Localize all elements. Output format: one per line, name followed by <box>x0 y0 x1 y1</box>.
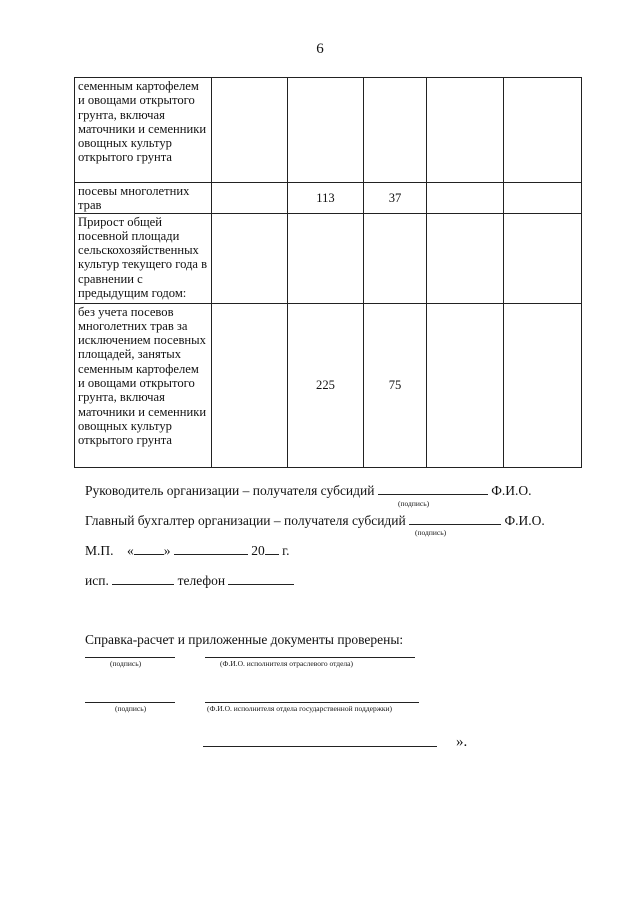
verification-sign-line-2[interactable] <box>85 702 175 703</box>
table-cell: 75 <box>364 303 427 467</box>
table-row <box>75 183 582 214</box>
row-label: Прирост общей посевной площади сельскохозяйственных культур текущего года в сравнении с предыдущим годом: <box>75 213 212 303</box>
head-sign-caption: (подпись) <box>398 499 430 508</box>
table-cell <box>288 213 364 303</box>
table-cell <box>212 213 288 303</box>
date-year: 20 <box>251 543 265 558</box>
head-signature-blank[interactable] <box>378 482 488 495</box>
accountant-fio-label: Ф.И.О. <box>504 513 545 528</box>
accountant-signature-line <box>85 512 545 529</box>
table-cell <box>288 78 364 183</box>
seal-label: М.П. <box>85 543 114 558</box>
table-cell <box>427 303 504 467</box>
seal-date-line <box>85 542 290 559</box>
date-open-quote: « <box>127 543 134 558</box>
head-signature-text: Руководитель организации – получателя субсидий <box>85 483 375 498</box>
verification-fio-caption-1: (Ф.И.О. исполнителя отраслевого отдела) <box>220 659 354 668</box>
table-cell <box>504 213 582 303</box>
table-cell <box>427 183 504 214</box>
date-day-blank[interactable] <box>134 542 164 555</box>
row-label: семенным картофелем и овощами открытого грунта, включая маточники и семенники овощных культур открытого грунта <box>75 78 212 183</box>
table-row <box>75 78 582 183</box>
table-cell <box>504 303 582 467</box>
date-month-blank[interactable] <box>174 542 248 555</box>
table-cell <box>504 183 582 214</box>
closing-mark: ». <box>456 734 468 750</box>
table-cell <box>364 213 427 303</box>
verification-fio-caption-2: (Ф.И.О. исполнителя отдела государственной поддержки) <box>207 704 393 713</box>
table-cell: 225 <box>288 303 364 467</box>
verification-sign-caption-1: (подпись) <box>110 659 142 668</box>
table-cell: 37 <box>364 183 427 214</box>
verification-title: Справка-расчет и приложенные документы проверены: <box>85 632 404 647</box>
verification-fio-line-1[interactable] <box>205 657 415 658</box>
table-row <box>75 303 582 467</box>
table-cell <box>212 78 288 183</box>
phone-label: телефон <box>177 573 226 588</box>
performer-blank[interactable] <box>112 572 174 585</box>
page-number: 6 <box>316 41 324 57</box>
verification-fio-line-2[interactable] <box>205 702 419 703</box>
table-cell <box>364 78 427 183</box>
date-suffix: г. <box>282 543 290 558</box>
data-table <box>74 77 582 468</box>
head-fio-label: Ф.И.О. <box>491 483 532 498</box>
table-cell <box>212 303 288 467</box>
accountant-signature-text: Главный бухгалтер организации – получателя субсидий <box>85 513 406 528</box>
table-cell: 113 <box>288 183 364 214</box>
accountant-signature-blank[interactable] <box>409 512 501 525</box>
date-year-blank[interactable] <box>265 542 279 555</box>
row-label: посевы многолетних трав <box>75 183 212 214</box>
verification-sign-line-1[interactable] <box>85 657 175 658</box>
accountant-sign-caption: (подпись) <box>415 528 447 537</box>
table-cell <box>427 213 504 303</box>
verification-sign-caption-2: (подпись) <box>115 704 147 713</box>
performer-label: исп. <box>85 573 109 588</box>
table-cell <box>504 78 582 183</box>
row-label: без учета посевов многолетних трав за исключением посевных площадей, занятых семенным картофелем и овощами открытого грунта, включая маточники и семенники овощных культур открытого грунта <box>75 303 212 467</box>
table-row <box>75 213 582 303</box>
table-cell <box>427 78 504 183</box>
phone-blank[interactable] <box>228 572 294 585</box>
table-cell <box>212 183 288 214</box>
date-close-quote: » <box>163 543 171 558</box>
final-blank-line[interactable] <box>203 746 437 747</box>
performer-line <box>85 572 294 589</box>
head-signature-line <box>85 482 532 499</box>
